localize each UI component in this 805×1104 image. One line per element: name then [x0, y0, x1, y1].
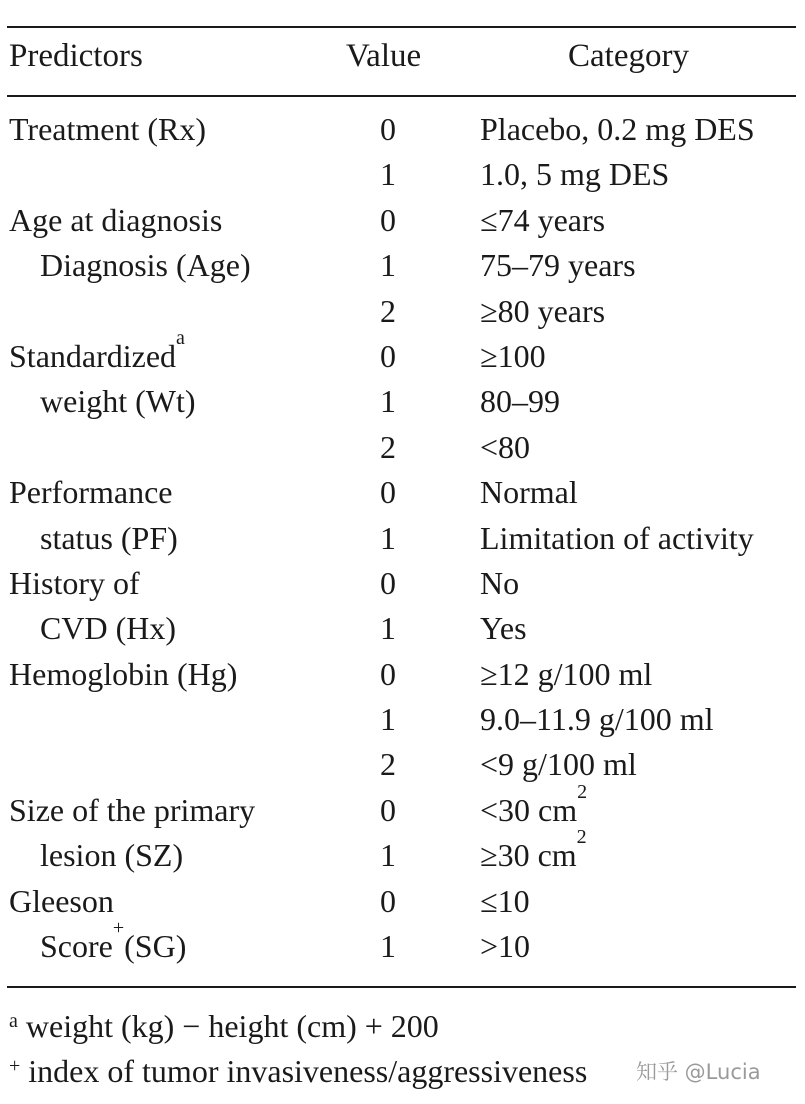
- table-top-rule: [7, 26, 796, 28]
- category-superscript: 2: [577, 780, 588, 803]
- footnote: [9, 1004, 799, 1049]
- category-cell: ≥100: [480, 337, 546, 374]
- watermark: 知乎 @Lucia: [636, 1060, 761, 1084]
- category-cell: ≥80 years: [480, 292, 606, 329]
- value-cell: 1: [380, 928, 396, 965]
- footnote-text: index of tumor invasiveness/aggressiveness: [28, 1053, 588, 1089]
- category-cell: Limitation of activity: [480, 519, 754, 556]
- table-row: [0, 379, 805, 424]
- value-cell: 2: [380, 292, 396, 329]
- value-cell: 1: [380, 156, 396, 193]
- category-cell: ≤74 years: [480, 201, 606, 238]
- predictor-cell: Treatment (Rx): [9, 111, 207, 147]
- value-cell: 2: [380, 746, 396, 783]
- predictor-cell: status (PF): [40, 519, 178, 556]
- table-row: [0, 516, 805, 561]
- category-cell: 1.0, 5 mg DES: [480, 156, 670, 193]
- predictor-cell: Performance: [9, 474, 173, 511]
- table-row: [0, 107, 805, 152]
- category-cell: <80: [480, 428, 531, 465]
- value-cell: 0: [380, 337, 396, 374]
- category-cell: 75–79 years: [480, 247, 636, 284]
- category-cell: 9.0–11.9 g/100 ml: [480, 701, 714, 738]
- category-cell: <9 g/100 ml: [480, 746, 637, 783]
- header-predictors: Predictors: [9, 38, 143, 74]
- table-row: [0, 425, 805, 470]
- predictor-cell: Diagnosis (Age): [40, 247, 251, 284]
- table-row: [0, 606, 805, 651]
- table-row: [0, 652, 805, 697]
- table-row: [0, 917, 805, 969]
- value-cell: 1: [380, 837, 396, 874]
- category-cell: ≥30 $cm^2$: [480, 826, 587, 874]
- predictor-cell: CVD (Hx): [40, 610, 176, 647]
- predictor-cell: Standardized$^a$: [9, 326, 185, 374]
- value-cell: 1: [380, 610, 396, 647]
- value-cell: 0: [380, 111, 396, 147]
- category-cell: Yes: [480, 610, 527, 647]
- table-row: [0, 826, 805, 878]
- predictor-cell: Age at diagnosis: [9, 201, 223, 238]
- table-row: [0, 289, 805, 334]
- predictor-cell: weight (Wt): [40, 383, 196, 420]
- table-row: [0, 561, 805, 606]
- table-row: [0, 470, 805, 515]
- value-cell: 0: [380, 655, 396, 692]
- value-cell: 1: [380, 519, 396, 556]
- value-cell: 0: [380, 474, 396, 511]
- category-cell: >10: [480, 928, 531, 965]
- predictor-cell: Gleeson: [9, 882, 114, 919]
- value-cell: 1: [380, 701, 396, 738]
- footnote-mark: a: [9, 1010, 18, 1032]
- value-cell: 2: [380, 428, 396, 465]
- category-cell: 80–99: [480, 383, 560, 420]
- value-cell: 0: [380, 791, 396, 828]
- predictor-superscript: a: [176, 326, 185, 349]
- value-cell: 0: [380, 201, 396, 238]
- table-body: [0, 107, 805, 969]
- table-row: [0, 243, 805, 288]
- category-cell: Normal: [480, 474, 578, 511]
- table-row: [0, 742, 805, 787]
- predictor-superscript: +: [112, 917, 125, 940]
- table-row: [0, 780, 805, 833]
- footnote-text: weight (kg) − height (cm) + 200: [25, 1008, 439, 1044]
- table-header-rule: [7, 95, 796, 97]
- category-cell: <30 $cm^2$: [480, 780, 588, 828]
- value-cell: 1: [380, 247, 396, 284]
- table-row: [0, 152, 805, 197]
- table-row: [0, 697, 805, 742]
- value-cell: 0: [380, 882, 396, 919]
- table-bottom-rule: [7, 986, 796, 988]
- category-cell: No: [480, 564, 520, 601]
- table-row: [0, 198, 805, 243]
- category-superscript: 2: [576, 826, 587, 849]
- header-category: Category: [568, 38, 689, 74]
- value-cell: 0: [380, 564, 396, 601]
- category-cell: ≥12 g/100 ml: [480, 655, 653, 692]
- predictor-cell: History of: [9, 564, 140, 601]
- table-row: [0, 326, 805, 379]
- value-cell: 1: [380, 383, 396, 420]
- footnote-mark: +: [9, 1055, 21, 1077]
- category-cell: ≤10: [480, 882, 530, 919]
- category-cell: Placebo, 0.2 mg DES: [480, 111, 755, 147]
- predictor-cell: Score+(SG): [40, 917, 187, 965]
- predictor-cell: Hemoglobin (Hg): [9, 655, 238, 692]
- predictor-cell: Size of the primary: [9, 791, 256, 828]
- header-value: Value: [346, 38, 422, 74]
- predictor-cell: lesion (SZ): [40, 837, 184, 874]
